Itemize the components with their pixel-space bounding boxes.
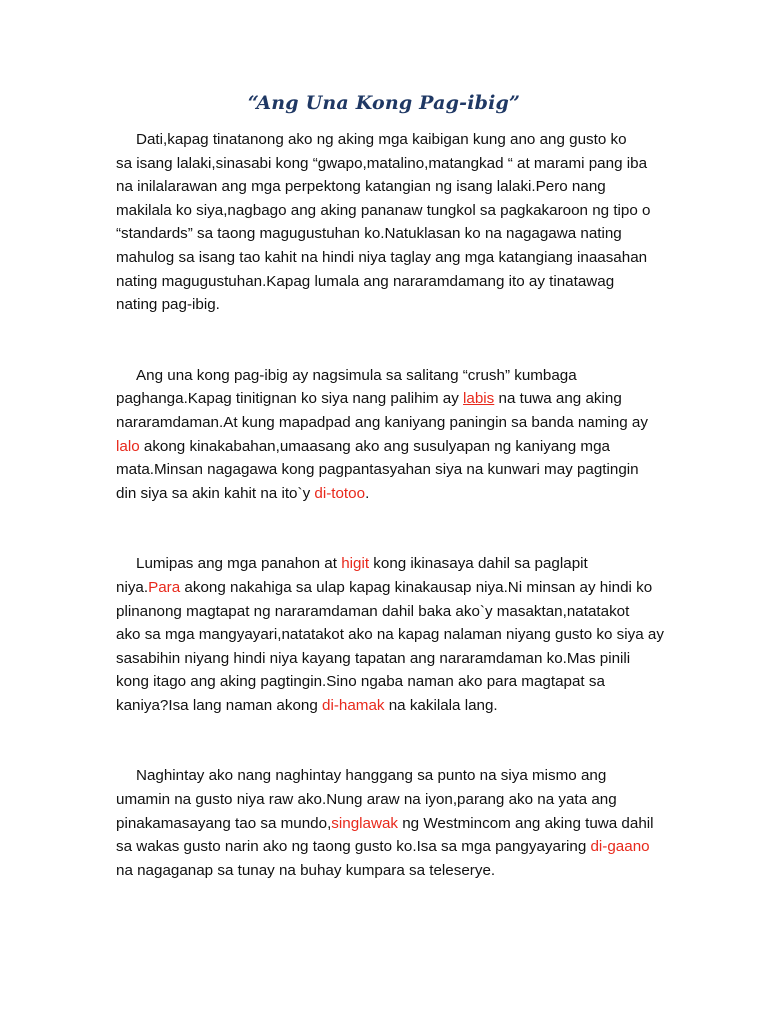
paragraph (116, 552, 676, 717)
text-segment: kaniya?Isa lang naman akong (116, 696, 323, 714)
text-line (116, 152, 676, 176)
text-segment: Naghintay ako nang naghintay hanggang sa punto na siya mismo ang (136, 767, 607, 785)
text-segment: sasabihin niyang hindi niya kayang tapatan ang nararamdaman ko.Mas pinili (116, 649, 631, 667)
text-line (116, 576, 676, 600)
text-segment: ako sa mga mangyayari,natatakot ako na kapag nalaman niyang gusto ko siya ay (116, 626, 664, 644)
text-line (116, 199, 676, 223)
text-line (116, 482, 676, 506)
text-segment: nating pag-ibig. (116, 296, 220, 314)
text-segment: kong itago ang aking pagtingin.Sino ngaba naman ako para magtapat sa (116, 673, 605, 691)
text-segment: mahulog sa isang tao kahit na hindi niya taglay ang mga katangiang inaasahan (116, 248, 648, 266)
text-segment: niya. (116, 578, 149, 596)
paragraph-gap (116, 317, 676, 364)
text-line (116, 435, 676, 459)
document-title: “Ang Una Kong Pag-ibig” (247, 92, 521, 114)
highlighted-word: Para (148, 578, 181, 596)
text-segment: na tuwa ang aking (494, 390, 622, 408)
text-line (116, 387, 676, 411)
paragraph-gap (116, 505, 676, 552)
text-line (116, 246, 676, 270)
text-segment: na kakilala lang. (384, 696, 498, 714)
text-line (116, 458, 676, 482)
text-segment: din siya sa akin kahit na ito`y (116, 484, 315, 502)
highlighted-word: lalo (116, 437, 140, 455)
text-line (116, 859, 676, 883)
text-line (116, 222, 676, 246)
text-segment: nating magugustuhan.Kapag lumala ang nararamdamang ito ay tinatawag (116, 272, 615, 290)
text-segment: na nagaganap sa tunay na buhay kumpara sa teleserye. (116, 861, 496, 879)
text-segment: na inilalarawan ang mga perpektong katangian ng isang lalaki.Pero nang (116, 178, 606, 196)
text-segment: Dati,kapag tinatanong ako ng aking mga kaibigan kung ano ang gusto ko (136, 131, 627, 148)
text-line (116, 647, 676, 671)
text-segment: ng Westmincom ang aking tuwa dahil (398, 814, 654, 832)
text-segment: nararamdaman.At kung mapadpad ang kaniyang paningin sa banda naming ay (116, 413, 648, 431)
text-segment: “standards” sa taong magugustuhan ko.Natuklasan ko na nagagawa nating (116, 225, 622, 243)
text-line (116, 128, 676, 152)
highlighted-word: di-gaano (590, 838, 650, 856)
text-segment: Ang una kong pag-ibig ay nagsimula sa salitang “crush” kumbaga (136, 366, 577, 384)
text-segment: akong nakahiga sa ulap kapag kinakausap niya.Ni minsan ay hindi ko (180, 578, 653, 596)
text-segment: . (365, 484, 370, 502)
highlighted-word: labis (463, 390, 495, 408)
text-segment: makilala ko siya,nagbago ang aking pananaw tungkol sa pagkakaroon ng tipo o (116, 201, 651, 219)
text-line (116, 175, 676, 199)
document-body (116, 128, 676, 882)
text-line (116, 694, 676, 718)
highlighted-word: di-hamak (322, 696, 385, 714)
highlighted-word: singlawak (331, 814, 398, 832)
text-line (116, 364, 676, 388)
text-segment: sa wakas gusto narin ako ng taong gusto ko.Isa sa mga pangyayaring (116, 838, 591, 856)
text-line (116, 670, 676, 694)
text-line (116, 293, 676, 317)
text-segment: plinanong magtapat ng nararamdaman dahil baka ako`y masaktan,natatakot (116, 602, 630, 620)
paragraph (116, 364, 676, 506)
text-line (116, 270, 676, 294)
paragraph-gap (116, 717, 676, 764)
text-segment: pinakamasayang tao sa mundo, (116, 814, 332, 832)
paragraph (116, 128, 676, 317)
text-segment: Lumipas ang mga panahon at (136, 555, 342, 573)
text-segment: mata.Minsan nagagawa kong pagpantasyahan siya na kunwari may pagtingin (116, 461, 639, 479)
paragraph (116, 764, 676, 882)
text-line (116, 788, 676, 812)
highlighted-word: di-totoo (314, 484, 366, 502)
text-segment: paghanga.Kapag tinitignan ko siya nang palihim ay (116, 390, 464, 408)
text-line (116, 411, 676, 435)
text-segment: kong ikinasaya dahil sa paglapit (369, 555, 588, 573)
text-line (116, 835, 676, 859)
highlighted-word: higit (341, 555, 370, 573)
text-segment: umamin na gusto niya raw ako.Nung araw na iyon,parang ako na yata ang (116, 791, 617, 809)
text-line (116, 623, 676, 647)
text-line (116, 552, 676, 576)
text-segment: akong kinakabahan,umaasang ako ang susulyapan ng kaniyang mga (139, 437, 610, 455)
text-line (116, 812, 676, 836)
text-line (116, 764, 676, 788)
text-segment: sa isang lalaki,sinasabi kong “gwapo,matalino,matangkad “ at marami pang iba (116, 154, 648, 172)
text-line (116, 600, 676, 624)
